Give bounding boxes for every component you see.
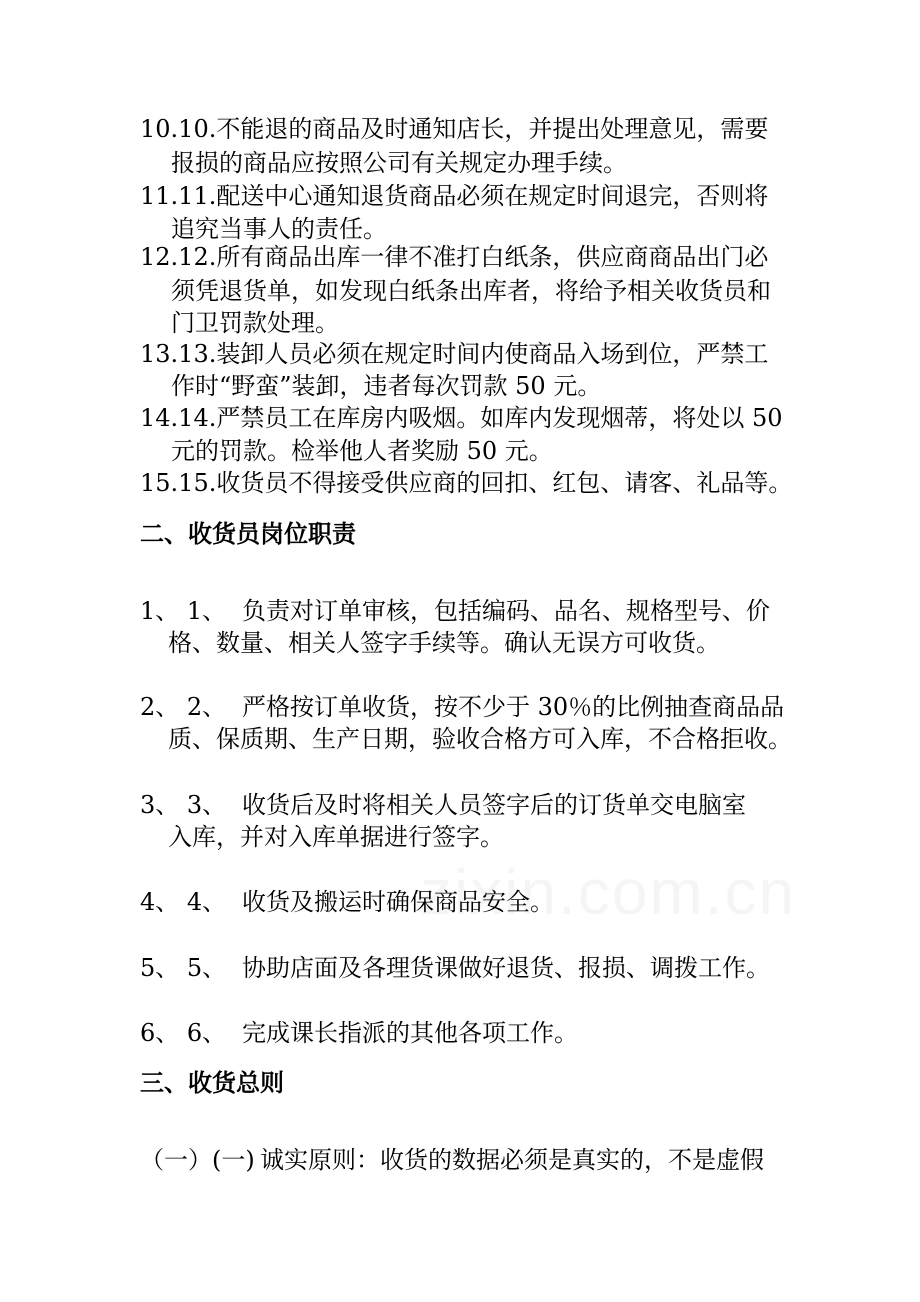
duty-number: 5、 5、 bbox=[140, 954, 227, 982]
watermark bbox=[420, 855, 796, 929]
duty-2-line-1 bbox=[140, 690, 784, 724]
rule-text: 不能退的商品及时通知店长，并提出处理意见，需要 bbox=[216, 115, 769, 143]
duty-number: 2、 2、 bbox=[140, 693, 227, 721]
duty-text: 负责对订单审核，包括编码、品名、规格型号、价 bbox=[242, 597, 770, 625]
rule-number: 13.13. bbox=[140, 340, 217, 368]
rule-14-line-2: 元的罚款。检举他人者奖励 50 元。 bbox=[171, 437, 553, 465]
duty-text: 完成课长指派的其他各项工作。 bbox=[242, 1019, 578, 1047]
rule-text: 装卸人员必须在规定时间内使商品入场到位，严禁工 bbox=[216, 340, 769, 368]
rule-text: 严禁员工在库房内吸烟。如库内发现烟蒂，将处以 50 bbox=[216, 404, 783, 432]
duty-number: 1、 1、 bbox=[140, 597, 227, 625]
rule-11-line-2: 追究当事人的责任。 bbox=[171, 215, 387, 243]
duty-text: 严格按订单收货，按不少于 30％的比例抽查商品品 bbox=[242, 693, 785, 721]
rule-14-line-1 bbox=[140, 401, 783, 435]
rule-15-line-1 bbox=[140, 466, 792, 500]
duty-5-line-1 bbox=[140, 951, 770, 985]
duty-text: 协助店面及各理货课做好退货、报损、调拨工作。 bbox=[242, 954, 770, 982]
duty-2-line-2: 质、保质期、生产日期，验收合格方可入库，不合格拒收。 bbox=[168, 725, 792, 753]
rule-10-line-1 bbox=[140, 112, 768, 146]
rule-13-line-1 bbox=[140, 337, 768, 371]
duty-text: 收货及搬运时确保商品安全。 bbox=[242, 888, 554, 916]
principle-text: 诚实原则：收货的数据必须是真实的，不是虚假 bbox=[260, 1146, 764, 1174]
rule-text: 收货员不得接受供应商的回扣、红包、请客、礼品等。 bbox=[216, 469, 793, 497]
rule-text: 所有商品出库一律不准打白纸条，供应商商品出门必 bbox=[216, 243, 769, 271]
rule-number: 12.12. bbox=[140, 243, 217, 271]
duty-text: 收货后及时将相关人员签字后的订货单交电脑室 bbox=[242, 791, 746, 819]
section-2-heading: 二、收货员岗位职责 bbox=[140, 520, 356, 548]
rule-12-line-2: 须凭退货单，如发现白纸条出库者，将给予相关收货员和 bbox=[171, 277, 771, 305]
rule-10-line-2: 报损的商品应按照公司有关规定办理手续。 bbox=[171, 149, 627, 177]
duty-1-line-1 bbox=[140, 594, 770, 628]
rule-number: 10.10. bbox=[140, 115, 217, 143]
duty-3-line-2: 入库，并对入库单据进行签字。 bbox=[168, 823, 504, 851]
rule-11-line-1 bbox=[140, 179, 768, 213]
duty-number: 6、 6、 bbox=[140, 1019, 227, 1047]
principle-number: （一）(一) bbox=[140, 1146, 255, 1174]
duty-1-line-2: 格、数量、相关人签字手续等。确认无误方可收货。 bbox=[168, 629, 720, 657]
duty-6-line-1 bbox=[140, 1016, 578, 1050]
principle-1-line-1 bbox=[140, 1143, 764, 1177]
rule-number: 14.14. bbox=[140, 404, 217, 432]
rule-12-line-1 bbox=[140, 240, 768, 274]
rule-number: 15.15. bbox=[140, 469, 217, 497]
section-3-heading: 三、收货总则 bbox=[140, 1069, 284, 1097]
rule-number: 11.11. bbox=[140, 182, 217, 210]
duty-number: 3、 3、 bbox=[140, 791, 227, 819]
rule-13-line-2: 作时“野蛮”装卸，违者每次罚款 50 元。 bbox=[171, 372, 602, 400]
rule-12-line-3: 门卫罚款处理。 bbox=[171, 309, 339, 337]
duty-3-line-1 bbox=[140, 788, 746, 822]
duty-number: 4、 4、 bbox=[140, 888, 227, 916]
rule-text: 配送中心通知退货商品必须在规定时间退完，否则将 bbox=[216, 182, 769, 210]
